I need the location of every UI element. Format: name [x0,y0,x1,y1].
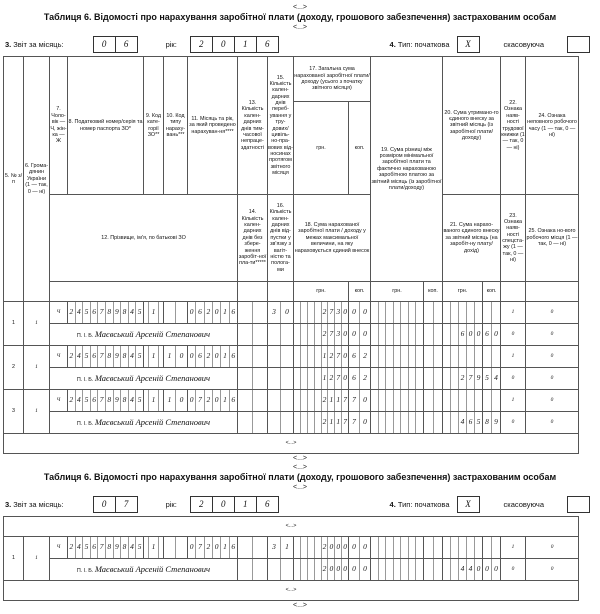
workbook-flag-cell[interactable]: 1 [501,390,526,412]
diff-kop-cell[interactable] [424,390,443,412]
report-cancel-label: скасовуюча [503,499,544,509]
person-name-cell[interactable] [50,368,238,390]
field3-number: 3. [5,499,12,509]
col-header-14: 14. Кількість кален-дарних днів без збере-ження заробіт-ної пла-ти***** [238,195,268,282]
unpaid-days-cell[interactable] [238,368,268,390]
pib-label: П. І. Б. [76,377,94,384]
subheader-empty [526,282,579,302]
ellipsis-marker: <...> [292,464,307,471]
month-year-cell[interactable]: 0 6 2 0 1 6 [188,346,238,368]
report-type-label: Тип: початкова [397,499,450,509]
subheader-kop-20: коп. [483,282,501,302]
max-grn-cell[interactable]: 2 0 0 0 [294,559,349,581]
col-header-20: 20. Сума утримано-го єдиного внеску за звітний місяць (із заробітної плати/доходу) [443,57,501,195]
person-name: Маєвський Арсеній Степанович [94,373,211,384]
unpaid-days-cell[interactable] [238,412,268,434]
subheader-empty [238,282,268,302]
special-flag-cell[interactable]: 0 [501,324,526,346]
total-kop-cell[interactable]: 7 0 [349,390,371,412]
newplace-flag-cell[interactable]: 0 [526,324,579,346]
max-kop-cell[interactable]: 6 2 [349,368,371,390]
subheader-empty [50,282,238,302]
category-code-cell[interactable]: 1 [144,302,164,324]
table6-form-1 [3,56,579,454]
withheld-grn-cell[interactable] [443,537,483,559]
diff-grn-cell[interactable] [371,559,424,581]
single-grn-cell[interactable]: 4 4 0 [443,559,483,581]
newplace-flag-cell[interactable]: 0 [526,368,579,390]
diff-grn-cell[interactable] [371,302,424,324]
report-month-label: Звіт за місяць: [13,499,64,509]
subheader-kop-17: коп. [349,282,371,302]
tax-number-cell[interactable]: 2 4 5 6 7 8 9 8 4 5 [68,302,144,324]
diff-kop-cell[interactable] [424,368,443,390]
diff-kop-cell[interactable] [424,324,443,346]
table2-title: Таблиця 6. Відомості про нарахування заробітної плати (доходу, грошового забезпечення) застрахованим особам [43,472,557,482]
col-header-6: 6. Грома-дянин України (1 — так, 0 — ні) [24,57,50,302]
col-header-15: 15. Кількість кален-дарних днів переб-ування у тру-дових/ цивіль-но-пра-вових від-носинах протягом звітного місяця [268,57,294,195]
table-row [4,302,579,324]
col-header-23: 23. Ознака наяв-ності спецста-жу (1 — так, 0 — ні) [501,195,526,282]
sex-cell[interactable]: Ч [50,302,68,324]
report-month-label: Звіт за місяць: [13,39,64,49]
tax-number-cell[interactable]: 2 4 5 6 7 8 9 8 4 5 [68,537,144,559]
special-flag-cell[interactable]: 0 [501,368,526,390]
employed-days-cell[interactable] [268,346,294,368]
category-code-cell[interactable]: 1 [144,537,164,559]
single-kop-cell[interactable]: 6 0 [483,324,501,346]
maternity-days-cell[interactable] [268,412,294,434]
unpaid-days-cell[interactable] [238,324,268,346]
pib-label: П. І. Б. [76,421,94,428]
workbook-flag-cell[interactable]: 1 [501,537,526,559]
col-header-12: 12. Прізвище, ім'я, по батькові ЗО [50,195,238,282]
withheld-kop-cell[interactable] [483,346,501,368]
person-name: Маєвський Арсеній Степанович [94,564,211,575]
total-grn-cell[interactable]: 2 1 1 7 [294,390,349,412]
accrual-type-cell[interactable] [164,537,188,559]
report-type-initial-checkbox[interactable]: X [458,496,480,513]
special-flag-cell[interactable]: 0 [501,559,526,581]
single-grn-cell[interactable]: 4 6 5 [443,412,483,434]
citizen-flag-cell[interactable]: 1 [24,302,50,346]
sick-days-cell[interactable] [238,390,268,412]
citizen-flag-cell[interactable]: 1 [24,537,50,581]
person-name-cell[interactable] [50,559,238,581]
diff-grn-cell[interactable] [371,346,424,368]
citizen-flag-cell[interactable]: 1 [24,390,50,434]
diff-kop-cell[interactable] [424,302,443,324]
employed-days-cell[interactable]: 3 1 [268,537,294,559]
report-cancel-checkbox[interactable] [568,496,590,513]
subheader-empty [501,282,526,302]
withheld-kop-cell[interactable] [483,302,501,324]
single-grn-cell[interactable]: 6 0 0 [443,324,483,346]
col-header-8: 8. Податковий номер/серія та номер паспорта ЗО* [68,57,144,195]
ellipsis-marker: <...> [292,24,307,31]
newplace-flag-cell[interactable]: 0 [526,559,579,581]
total-grn-cell[interactable]: 2 7 3 0 [294,302,349,324]
single-grn-cell[interactable]: 2 7 9 [443,368,483,390]
ellipsis-marker: <...> [292,602,307,609]
diff-grn-cell[interactable] [371,324,424,346]
header-kop-label: коп. [349,102,371,195]
person-name: Маєвський Арсеній Степанович [94,329,211,340]
maternity-days-cell[interactable] [268,559,294,581]
workbook-flag-cell[interactable]: 1 [501,302,526,324]
unpaid-days-cell[interactable] [238,559,268,581]
parttime-flag-cell[interactable]: 0 [526,302,579,324]
workbook-flag-cell[interactable]: 1 [501,346,526,368]
subheader-kop-19: коп. [424,282,443,302]
report-year-label: рік: [165,499,177,509]
tax-number-cell[interactable]: 2 4 5 6 7 8 9 8 4 5 [68,390,144,412]
table-continuation-marker: <...> [4,517,579,537]
parttime-flag-cell[interactable]: 0 [526,537,579,559]
col-header-13: 13. Кількість кален-дарних днів тим-часової непраце-здатності [238,57,268,195]
header-grn-label: грн. [294,102,349,195]
withheld-grn-cell[interactable] [443,390,483,412]
single-kop-cell[interactable]: 8 9 [483,412,501,434]
row-number: 2 [4,346,24,390]
ellipsis-marker: <...> [292,484,307,491]
single-kop-cell[interactable]: 0 0 [483,559,501,581]
max-kop-cell[interactable]: 0 0 [349,324,371,346]
table-row [4,390,579,412]
max-grn-cell[interactable]: 1 2 7 0 [294,368,349,390]
col-header-24: 24. Ознака неповного робочого часу (1 — так, 0 — ні) [526,57,579,195]
max-grn-cell[interactable]: 2 1 1 7 [294,412,349,434]
ellipsis-marker: <...> [292,4,307,11]
pib-label: П. І. Б. [76,333,94,340]
accrual-type-cell[interactable]: 1 0 [164,346,188,368]
col-header-22: 22. Ознака наяв-ності трудової книжки (1 — так, 0 — ні) [501,57,526,195]
field3-number: 3. [5,39,12,49]
table-row [4,346,579,368]
special-flag-cell[interactable]: 0 [501,412,526,434]
person-name-cell[interactable] [50,412,238,434]
report-fields-2 [0,492,600,516]
table-row [4,537,579,559]
col-header-21: 21. Сума нарахо-ваного єдиного внеску за звітний місяць (на заробіт-ну плату/дохід) [443,195,501,282]
max-kop-cell[interactable]: 0 0 [349,559,371,581]
citizen-flag-cell[interactable]: 1 [24,346,50,390]
sex-cell[interactable]: Ч [50,390,68,412]
report-year-input[interactable]: 2 0 1 6 [191,496,279,513]
accrual-type-cell[interactable]: 1 0 [164,390,188,412]
table1-title: Таблиця 6. Відомості про нарахування заробітної плати (доходу, грошового забезпечення) застрахованим особам [43,12,557,22]
report-month-input[interactable]: 0 7 [94,496,138,513]
sick-days-cell[interactable] [238,302,268,324]
total-grn-cell[interactable]: 2 0 0 0 [294,537,349,559]
total-kop-cell[interactable]: 6 2 [349,346,371,368]
report-cancel-label: скасовуюча [503,39,544,49]
report-type-label: Тип: початкова [397,39,450,49]
maternity-days-cell[interactable] [268,324,294,346]
total-kop-cell[interactable]: 0 0 [349,537,371,559]
diff-grn-cell[interactable] [371,390,424,412]
sick-days-cell[interactable] [238,537,268,559]
col-header-7: 7. Чоло-вік — Ч, жін-ка — Ж [50,57,68,195]
max-grn-cell[interactable]: 2 7 3 0 [294,324,349,346]
person-name-cell[interactable] [50,324,238,346]
newplace-flag-cell[interactable]: 0 [526,412,579,434]
table6-form-2 [3,516,579,601]
report-month-input[interactable]: 0 6 [94,36,138,53]
col-header-10: 10. Код типу нараху-вань*** [164,57,188,195]
category-code-cell[interactable]: 1 [144,346,164,368]
diff-grn-cell[interactable] [371,368,424,390]
report-cancel-checkbox[interactable] [568,36,590,53]
table-row [4,412,579,434]
col-header-19: 19. Сума різниці між розміром мінімальної заробітної плати та фактично нарахованою заробітною платою за звітний місяць (із заробітної плати/доходу) [371,57,443,282]
col-header-25: 25. Ознака но-вого робочого місця (1 — так, 0 — ні) [526,195,579,282]
maternity-days-cell[interactable] [268,368,294,390]
pib-label: П. І. Б. [76,568,94,575]
field4-number: 4. [389,39,396,49]
withheld-grn-cell[interactable] [443,302,483,324]
parttime-flag-cell[interactable]: 0 [526,390,579,412]
diff-kop-cell[interactable] [424,537,443,559]
tax-number-cell[interactable]: 2 4 5 6 7 8 9 8 4 5 [68,346,144,368]
col-header-9: 9. Код кате-горії ЗО** [144,57,164,195]
subheader-grn-19: грн. [371,282,424,302]
col-header-11: 11. Місяць та рік, за який проведено нарахуван-ня**** [188,57,238,195]
subheader-grn-20: грн. [443,282,483,302]
col-header-18: 18. Сума нарахованої заробітної плати / доходу у межах максимальної величини, на яку нараховується єдиний внесок [294,195,371,282]
month-year-cell[interactable]: 0 7 2 0 1 6 [188,537,238,559]
withheld-grn-cell[interactable] [443,346,483,368]
subheader-grn-17: грн. [294,282,349,302]
category-code-cell[interactable]: 1 [144,390,164,412]
withheld-kop-cell[interactable] [483,537,501,559]
diff-kop-cell[interactable] [424,346,443,368]
total-grn-cell[interactable]: 1 2 7 0 [294,346,349,368]
subheader-empty [268,282,294,302]
table-continuation-marker: <...> [4,581,579,601]
total-kop-cell[interactable]: 0 0 [349,302,371,324]
field4-number: 4. [389,499,396,509]
withheld-kop-cell[interactable] [483,390,501,412]
table-row [4,559,579,581]
diff-kop-cell[interactable] [424,559,443,581]
single-kop-cell[interactable]: 5 4 [483,368,501,390]
month-year-cell[interactable]: 0 7 2 0 1 6 [188,390,238,412]
report-year-label: рік: [165,39,177,49]
table-continuation-marker: <...> [4,434,579,454]
ellipsis-marker: <...> [292,455,307,462]
report-type-initial-checkbox[interactable]: X [458,36,480,53]
parttime-flag-cell[interactable]: 0 [526,346,579,368]
row-number: 3 [4,390,24,434]
employed-days-cell[interactable] [268,390,294,412]
diff-kop-cell[interactable] [424,412,443,434]
diff-grn-cell[interactable] [371,537,424,559]
max-kop-cell[interactable]: 7 0 [349,412,371,434]
diff-grn-cell[interactable] [371,412,424,434]
accrual-type-cell[interactable] [164,302,188,324]
table-row [4,368,579,390]
row-number: 1 [4,302,24,346]
sick-days-cell[interactable] [238,346,268,368]
col-header-16: 16. Кількість кален-дарних днів від-пустки у зв'язку з вагіт-ністю та полога-ми [268,195,294,282]
row-number: 1 [4,537,24,581]
employed-days-cell[interactable]: 3 0 [268,302,294,324]
report-fields-1 [0,32,600,56]
person-name: Маєвський Арсеній Степанович [94,417,211,428]
table-row [4,324,579,346]
col-header-17: 17. Загальна сума нарахованої заробітної плати/доходу (усього з початку звітного місяця) [294,57,371,102]
col-header-5: 5. № з/п [4,57,24,302]
report-year-input[interactable]: 2 0 1 6 [191,36,279,53]
month-year-cell[interactable]: 0 6 2 0 1 6 [188,302,238,324]
sex-cell[interactable]: Ч [50,346,68,368]
sex-cell[interactable]: Ч [50,537,68,559]
